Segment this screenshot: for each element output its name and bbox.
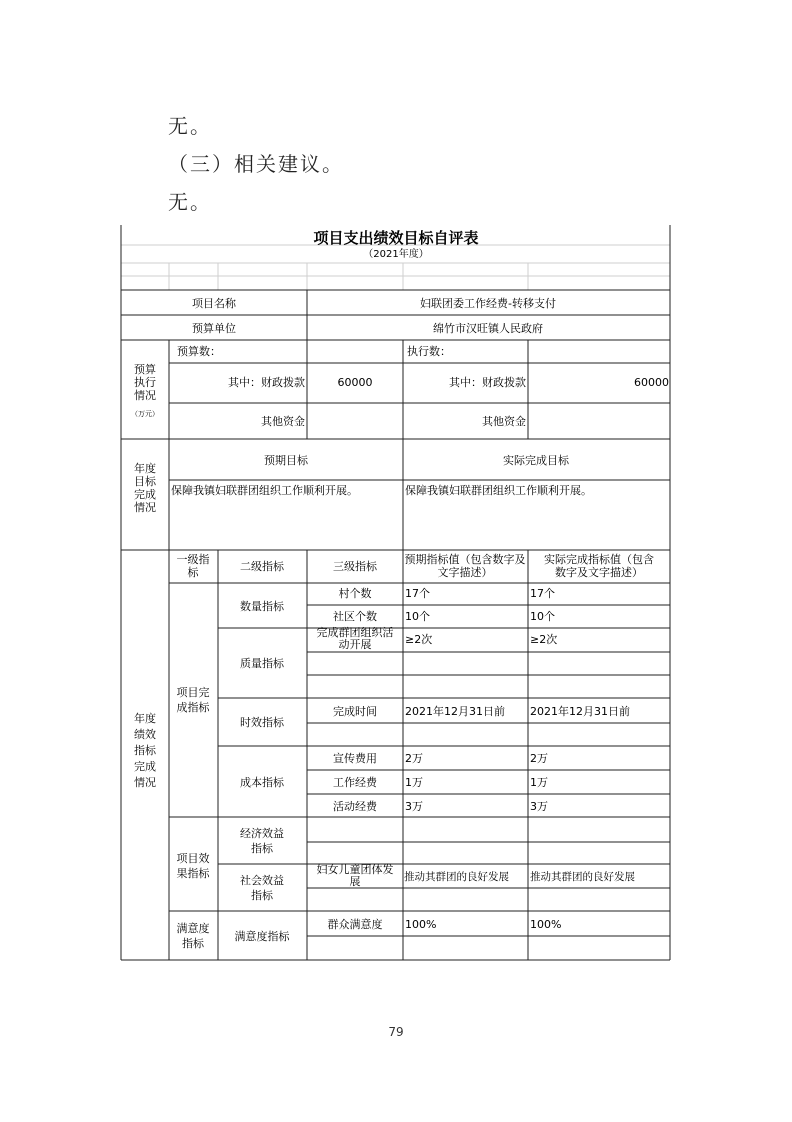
indicator-actual: ≥2次	[530, 633, 558, 646]
indicator-expected: 3万	[405, 800, 423, 813]
budget-amount-label: 预算数：	[177, 345, 221, 358]
perf-section-label: 年度绩效指标完成情况	[134, 712, 156, 789]
indicator-expected: 1万	[405, 776, 423, 789]
header-level1: 一级指标	[176, 553, 210, 579]
header-level3: 三级指标	[333, 560, 377, 573]
indicator-name: 完成群团组织活动开展	[316, 626, 394, 651]
table-subtitle: （2021年度）	[363, 249, 429, 260]
header-actual: 实际完成指标值（包含数字及文字描述）	[544, 553, 654, 579]
fiscal-label-budget: 其中：财政拨款	[228, 376, 305, 389]
level2-social: 社会效益指标	[240, 874, 284, 902]
indicator-actual: 10个	[530, 610, 555, 623]
level2-cost: 成本指标	[240, 776, 284, 789]
page-number: 79	[388, 1025, 404, 1039]
fiscal-label-exec: 其中：财政拨款	[449, 376, 526, 389]
indicator-name: 完成时间	[333, 705, 377, 718]
level2-economic: 经济效益指标	[240, 827, 284, 855]
heading-suggestions: （三）相关建议。	[168, 152, 344, 176]
exec-amount-label: 执行数：	[407, 345, 451, 358]
indicator-actual: 1万	[530, 776, 548, 789]
indicator-expected: 10个	[405, 610, 430, 623]
level2-satisfaction: 满意度指标	[234, 930, 290, 943]
table-title: 项目支出绩效目标自评表	[313, 229, 479, 247]
paragraph-none-1: 无。	[168, 114, 212, 138]
project-name-value: 妇联团委工作经费-转移支付	[420, 297, 556, 310]
indicator-actual: 17个	[530, 587, 555, 600]
indicator-actual: 2021年12月31日前	[530, 705, 630, 718]
level2-timeliness: 时效指标	[240, 716, 284, 729]
level1-completion: 项目完成指标	[176, 686, 210, 714]
actual-goal-label: 实际完成目标	[503, 454, 569, 467]
other-funds-label-exec: 其他资金	[482, 415, 526, 428]
indicator-expected: 推动其群团的良好发展	[404, 871, 509, 883]
fiscal-value-exec: 60000	[634, 376, 669, 389]
indicator-name: 活动经费	[333, 800, 377, 813]
other-funds-label-budget: 其他资金	[261, 415, 305, 428]
level2-quantity: 数量指标	[240, 600, 284, 613]
level1-effect: 项目效果指标	[176, 852, 210, 880]
indicator-expected: 100%	[405, 918, 437, 931]
indicator-expected: 2021年12月31日前	[405, 705, 505, 718]
fiscal-value-budget: 60000	[337, 376, 373, 389]
project-name-label: 项目名称	[192, 297, 236, 310]
paragraph-none-2: 无。	[168, 190, 212, 214]
indicator-name: 妇女儿童团体发展	[316, 863, 394, 888]
indicator-name: 群众满意度	[327, 918, 383, 931]
indicator-name: 社区个数	[333, 610, 377, 623]
indicator-name: 村个数	[338, 587, 372, 600]
expected-goal-text: 保障我镇妇联群团组织工作顺利开展。	[171, 484, 358, 497]
indicator-actual: 2万	[530, 752, 548, 765]
unit-label: 预算单位	[192, 322, 236, 335]
indicator-name: 工作经费	[333, 776, 377, 789]
indicator-actual: 100%	[530, 918, 562, 931]
goal-section-label: 年度目标完成情况	[134, 462, 156, 514]
indicator-actual: 推动其群团的良好发展	[530, 871, 635, 883]
header-level2: 二级指标	[240, 560, 284, 573]
indicator-name: 宣传费用	[333, 752, 377, 765]
budget-unit: （万元）	[131, 410, 159, 418]
indicator-expected: 2万	[405, 752, 423, 765]
expected-goal-label: 预期目标	[264, 454, 308, 467]
actual-goal-text: 保障我镇妇联群团组织工作顺利开展。	[405, 484, 592, 497]
indicator-expected: 17个	[405, 587, 430, 600]
indicator-expected: ≥2次	[405, 633, 433, 646]
unit-value: 绵竹市汉旺镇人民政府	[433, 322, 543, 335]
budget-section-label: 预算执行情况	[134, 363, 156, 402]
level2-quality: 质量指标	[240, 657, 284, 670]
header-expected: 预期指标值（包含数字及文字描述）	[404, 553, 526, 579]
indicator-actual: 3万	[530, 800, 548, 813]
level1-satisfaction: 满意度指标	[176, 922, 210, 950]
